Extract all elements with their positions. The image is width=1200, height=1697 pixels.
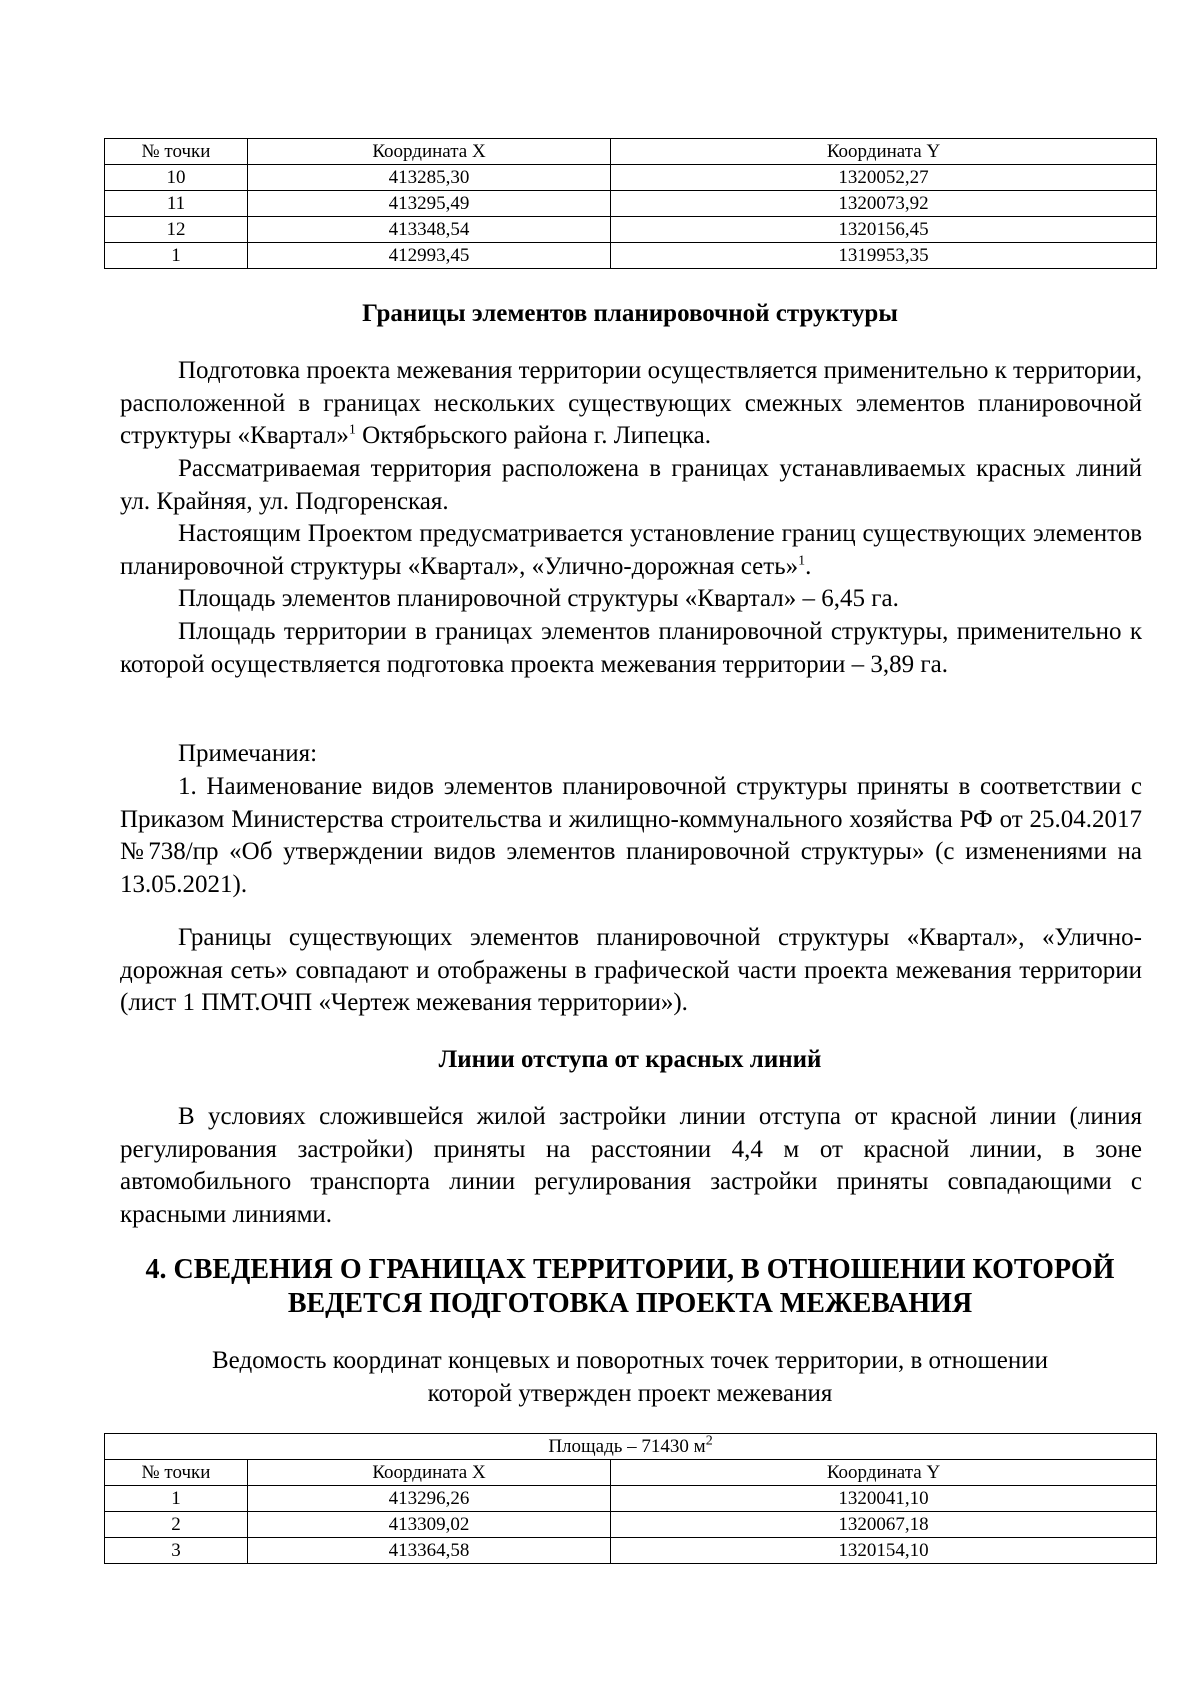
table-header-row (105, 139, 1157, 165)
table-row (105, 1486, 1157, 1512)
caption-line-1: Ведомость координат концевых и поворотных точек территории, в отношении (212, 1347, 1048, 1374)
table-row (105, 1512, 1157, 1538)
table-row (105, 1538, 1157, 1564)
coordinates-table-top (104, 138, 1157, 269)
paragraph-3: Настоящим Проектом предусматривается установление границ существующих элементов планировочной структуры «Квартал», «Улично-дорожная сеть»$^1$. (120, 520, 1142, 580)
table-row (105, 165, 1157, 191)
cell-x: 413295,49 (248, 191, 611, 217)
header-coord-x: Координата X (248, 139, 611, 165)
cell-x: 413364,58 (248, 1538, 611, 1564)
cell-y: 1320073,92 (611, 191, 1157, 217)
heading-planning-structure: Границы элементов планировочной структуры (362, 300, 898, 327)
cell-point: 3 (105, 1538, 248, 1564)
paragraph-6: Границы существующих элементов планировочной структуры «Квартал», «Улично-дорожная сеть» совпадают и отображены в графической части проекта межевания территории (лист 1 ПМТ.ОЧП «Чертеж межевания территории»). (120, 924, 1142, 1016)
notes-title: Примечания: (178, 740, 318, 767)
heading-setback-lines: Линии отступа от красных линий (438, 1046, 822, 1073)
table-row (105, 191, 1157, 217)
cell-x: 413285,30 (248, 165, 611, 191)
cell-point: 11 (105, 191, 248, 217)
caption-line-2: которой утвержден проект межевания (427, 1380, 833, 1407)
cell-point: 10 (105, 165, 248, 191)
cell-y: 1320052,27 (611, 165, 1157, 191)
cell-x: 413309,02 (248, 1512, 611, 1538)
cell-y: 1320156,45 (611, 217, 1157, 243)
cell-point: 1 (105, 1486, 248, 1512)
section-4-title-line-2: ВЕДЕТСЯ ПОДГОТОВКА ПРОЕКТА МЕЖЕВАНИЯ (287, 1288, 973, 1319)
table-row (105, 217, 1157, 243)
cell-y: 1319953,35 (611, 243, 1157, 269)
cell-x: 413348,54 (248, 217, 611, 243)
header-coord-y: Координата Y (611, 139, 1157, 165)
cell-y: 1320067,18 (611, 1512, 1157, 1538)
area-cell: Площадь – 71430 $м^2$ (105, 1434, 1157, 1460)
cell-x: 412993,45 (248, 243, 611, 269)
cell-point: 2 (105, 1512, 248, 1538)
coordinates-table-bottom (104, 1433, 1157, 1564)
paragraph-7: В условиях сложившейся жилой застройки линии отступа от красной линии (линия регулирования застройки) приняты на расстоянии 4,4 м от красной линии, в зоне автомобильного транспорта линии регулирования застройки приняты совпадающими с красными линиями. (120, 1103, 1142, 1228)
header-coord-y: Координата Y (611, 1460, 1157, 1486)
cell-y: 1320041,10 (611, 1486, 1157, 1512)
cell-point: 12 (105, 217, 248, 243)
cell-point: 1 (105, 243, 248, 269)
paragraph-1: Подготовка проекта межевания территории осуществляется применительно к территории, расположенной в границах нескольких существующих смежных элементов планировочной структуры «Квартал»$^1$ Октябрьского района г. Липецка. (120, 357, 1142, 449)
table-area-row (105, 1434, 1157, 1460)
table-header-row (105, 1460, 1157, 1486)
header-point-number: № точки (105, 1460, 248, 1486)
cell-x: 413296,26 (248, 1486, 611, 1512)
note-1: 1. Наименование видов элементов планировочной структуры приняты в соответствии с Приказом Министерства строительства и жилищно-коммунального хозяйства РФ от 25.04.2017 №738/пр «Об утверждении видов элементов планировочной структуры» (с изменениями на 13.05.2021). (120, 773, 1142, 898)
table-row (105, 243, 1157, 269)
section-4-title-line-1: 4. СВЕДЕНИЯ О ГРАНИЦАХ ТЕРРИТОРИИ, В ОТНОШЕНИИ КОТОРОЙ (145, 1254, 1115, 1285)
paragraph-4: Площадь элементов планировочной структуры «Квартал» – 6,45 га. (178, 585, 899, 612)
cell-y: 1320154,10 (611, 1538, 1157, 1564)
paragraph-5: Площадь территории в границах элементов планировочной структуры, применительно к которой осуществляется подготовка проекта межевания территории – 3,89 га. (120, 618, 1142, 678)
header-coord-x: Координата X (248, 1460, 611, 1486)
header-point-number: № точки (105, 139, 248, 165)
paragraph-2: Рассматриваемая территория расположена в границах устанавливаемых красных линий ул. Крайняя, ул. Подгоренская. (120, 455, 1142, 515)
